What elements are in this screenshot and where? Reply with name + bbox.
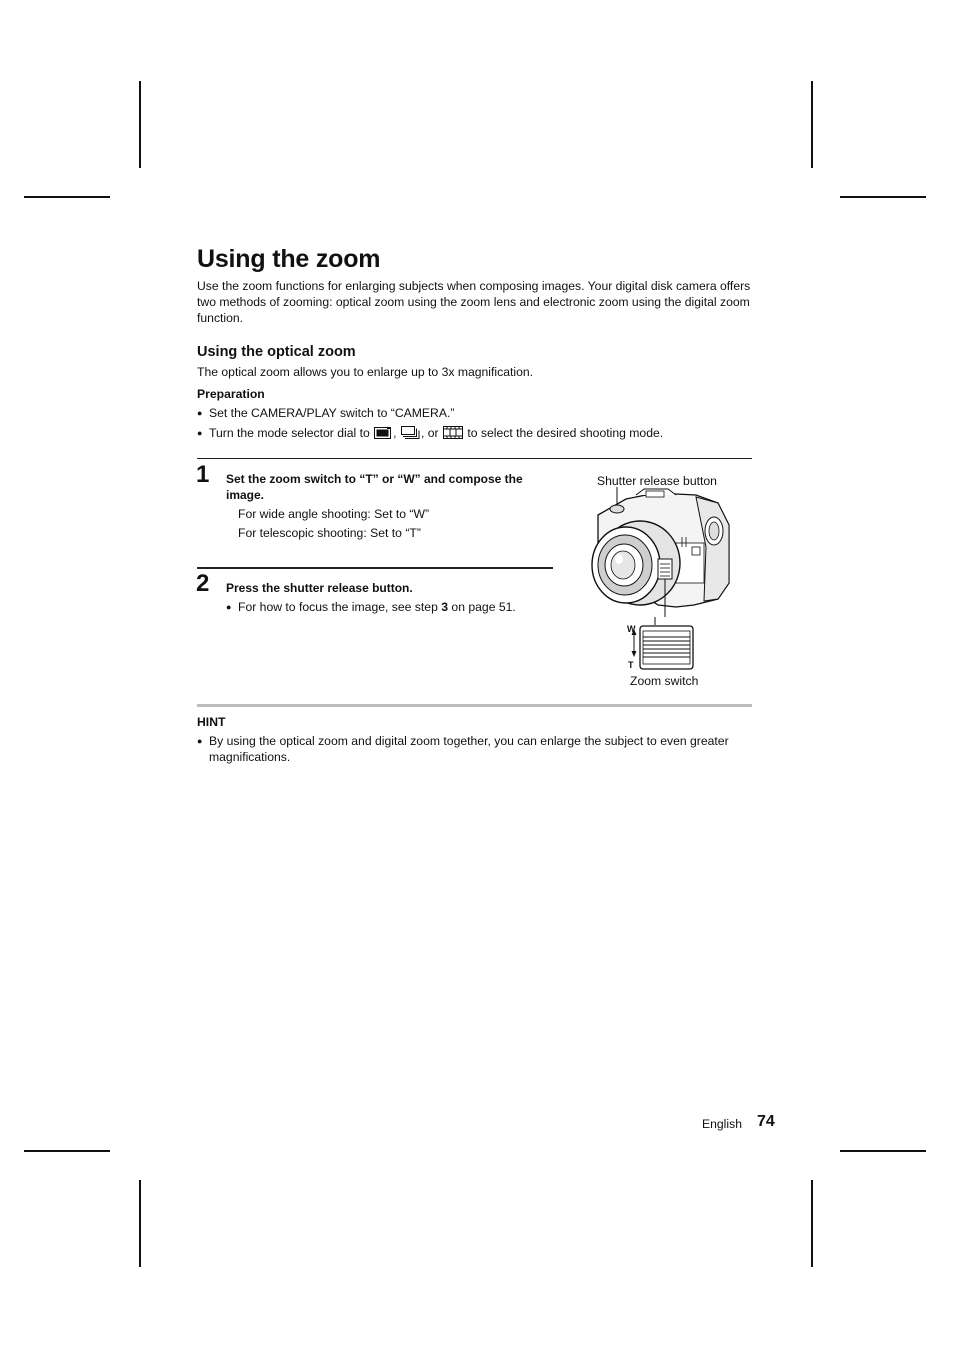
still-shooting-icon bbox=[374, 427, 392, 439]
crop-mark bbox=[24, 1150, 110, 1152]
video-clip-icon bbox=[443, 426, 463, 439]
crop-mark bbox=[811, 1180, 813, 1267]
sequential-shooting-icon bbox=[401, 426, 420, 439]
prep-bullet-1: ● Set the CAMERA/PLAY switch to “CAMERA.” bbox=[197, 405, 753, 421]
step-separator-rule bbox=[197, 567, 553, 569]
page-number: 74 bbox=[757, 1113, 775, 1130]
step-1-line-2: For telescopic shooting: Set to “T” bbox=[238, 526, 421, 540]
step-2-title: Press the shutter release button. bbox=[226, 581, 413, 595]
footer-language: English bbox=[702, 1117, 742, 1131]
prep-bullet-2-text-before: Turn the mode selector dial to bbox=[209, 426, 370, 440]
step-box-top-rule bbox=[197, 458, 752, 459]
crop-mark bbox=[24, 196, 110, 198]
step-2-number: 2 bbox=[196, 570, 210, 597]
crop-mark bbox=[139, 1180, 141, 1267]
crop-mark bbox=[840, 1150, 926, 1152]
shutter-release-button-label: Shutter release button bbox=[597, 474, 717, 488]
prep-bullet-2-sep1: , bbox=[393, 426, 397, 440]
zoom-switch-label: Zoom switch bbox=[630, 674, 699, 688]
step-1-number: 1 bbox=[196, 461, 210, 488]
section-description: The optical zoom allows you to enlarge up to 3x magnification. bbox=[197, 365, 534, 379]
zoom-t-label: T bbox=[628, 660, 634, 670]
main-content bbox=[197, 244, 753, 441]
preparation-label: Preparation bbox=[197, 387, 265, 401]
crop-mark bbox=[811, 81, 813, 168]
hint-title: HINT bbox=[197, 715, 226, 729]
step-2-bullet-step-ref: 3 bbox=[441, 600, 449, 614]
step-2-bullet-text-before: For how to focus the image, see step bbox=[238, 600, 438, 614]
section-heading: Using the optical zoom bbox=[197, 344, 356, 360]
crop-mark bbox=[139, 81, 141, 168]
step-1-title: Set the zoom switch to “T” or “W” and compose the image. bbox=[226, 472, 523, 502]
step-box-bottom-rule bbox=[197, 704, 752, 707]
intro-paragraph: Use the zoom functions for enlarging subjects when composing images. Your digital disk camera offers two methods of zooming: optical zoom using the zoom lens and electronic zoom using the digital zoom function. bbox=[197, 279, 751, 325]
camera-illustration bbox=[586, 487, 736, 617]
prep-bullet-2-text-after: to select the desired shooting mode. bbox=[467, 426, 664, 440]
step-1-line-1: For wide angle shooting: Set to “W” bbox=[238, 507, 430, 521]
step-2-bullet bbox=[226, 599, 516, 615]
hint-text: ● By using the optical zoom and digital zoom together, you can enlarge the subject to even greater magnifications. bbox=[197, 733, 749, 765]
crop-mark bbox=[840, 196, 926, 198]
prep-bullet-2-sep2: , or bbox=[420, 426, 439, 440]
zoom-w-label: W bbox=[627, 624, 636, 634]
step-2-bullet-text-after: on page 51. bbox=[451, 600, 516, 614]
prep-bullet-2 bbox=[197, 425, 753, 441]
page-title: Using the zoom bbox=[197, 245, 381, 273]
